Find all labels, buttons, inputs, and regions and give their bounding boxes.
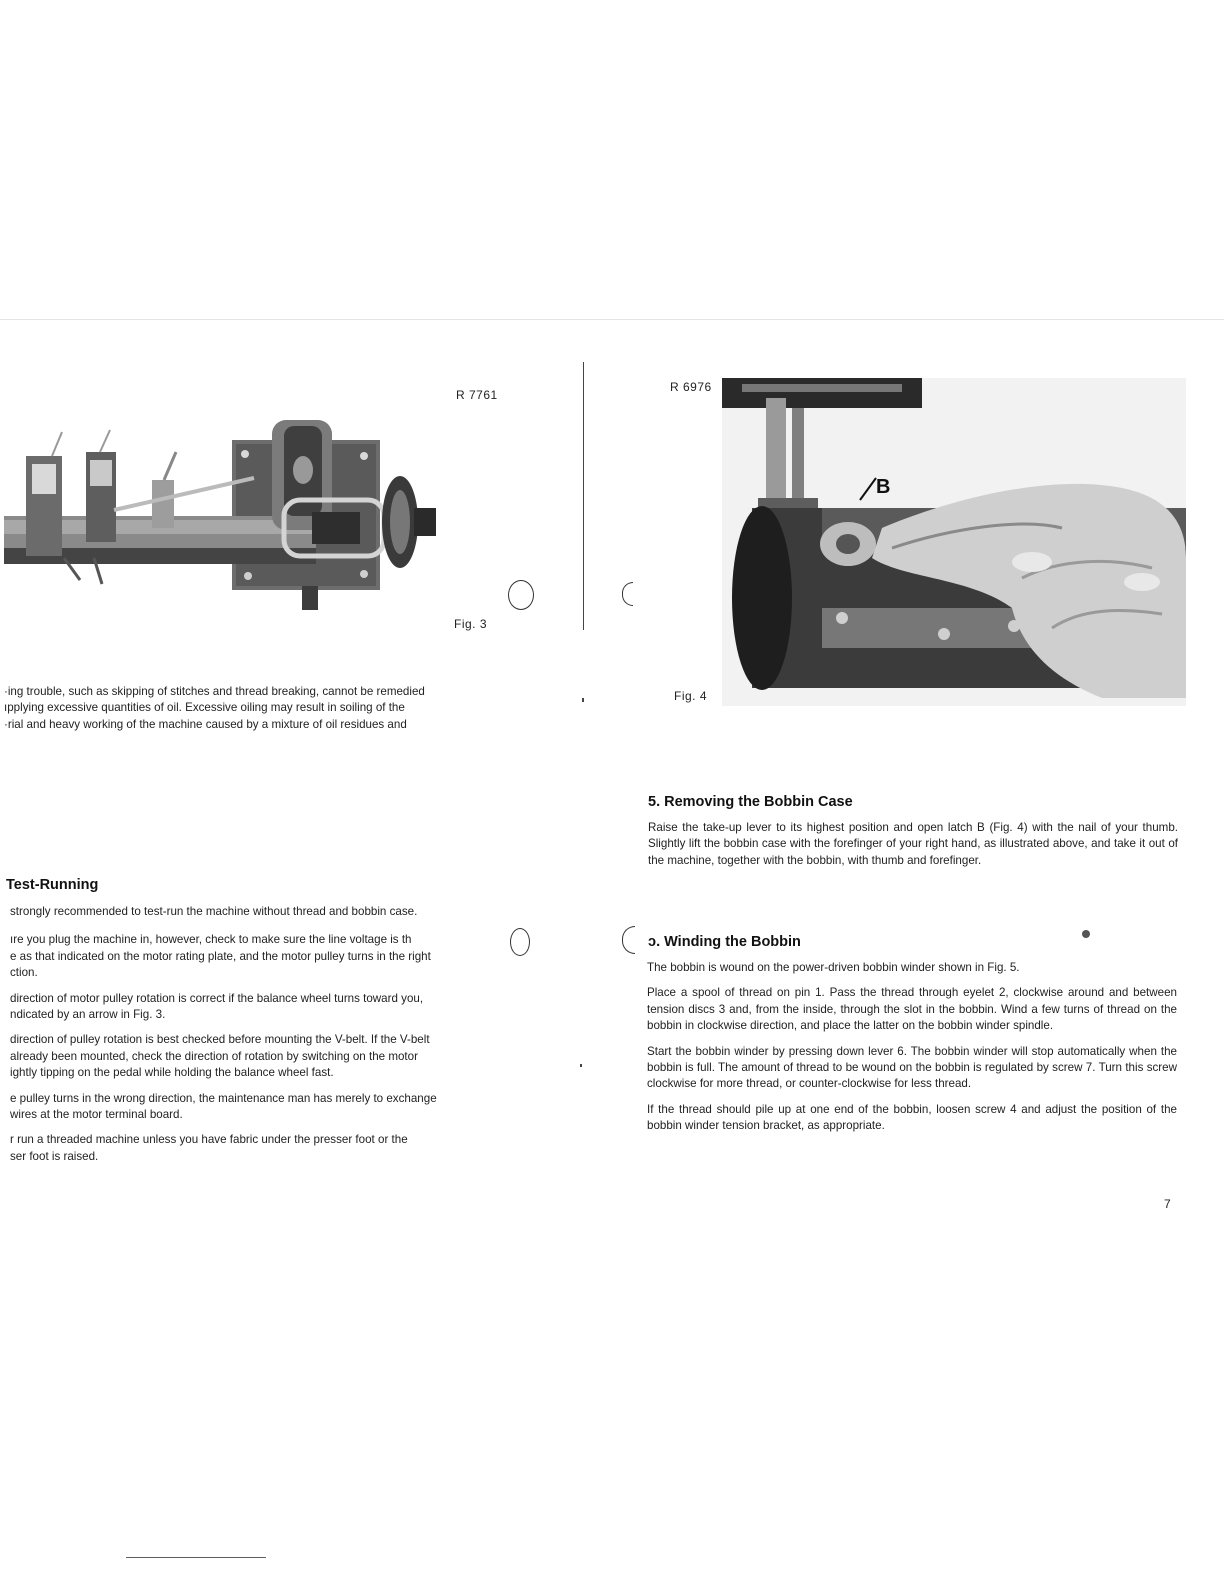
paragraph-line: ction. (10, 966, 38, 980)
page-number: 7 (1164, 1197, 1171, 1211)
paragraph-line: wires at the motor terminal board. (10, 1108, 183, 1122)
scan-edge-line (0, 319, 1224, 320)
paragraph-line: ıre you plug the machine in, however, check to make sure the line voltage is th (10, 933, 412, 947)
section5-heading: 5. Removing the Bobbin Case (648, 794, 853, 810)
fig4-latch-label: B (876, 476, 891, 498)
fig3-caption: Fig. 3 (454, 617, 488, 631)
gutter-mark (580, 1064, 582, 1067)
binder-hole-circle (510, 928, 530, 956)
center-gutter-line (583, 362, 584, 630)
paragraph-line: already been mounted, check the direction of rotation by switching on the motor (10, 1049, 418, 1063)
paragraph-line: ser foot is raised. (10, 1149, 99, 1163)
section6-body (647, 960, 1177, 1135)
fig4-reference: R 6976 (670, 380, 712, 394)
scan-speck (1082, 930, 1090, 938)
gutter-mark (582, 698, 584, 702)
paragraph: Place a spool of thread on pin 1. Pass the thread through eyelet 2, clockwise around and between tension discs 3 and, from the inside, through the slot in the bobbin. Wind a few turns of thread on the bobbin in clockwise direction, and place the latter on the bobbin winder spindle. (647, 986, 1177, 1033)
paragraph-line: ·ing trouble, such as skipping of stitches and thread breaking, cannot be remedied (4, 685, 425, 698)
paragraph-line: ightly tipping on the pedal while holding the balance wheel fast. (10, 1066, 334, 1080)
test-running-body (10, 904, 512, 1165)
scan-edge-line (126, 1557, 266, 1558)
paragraph-line: strongly recommended to test-run the machine without thread and bobbin case. (10, 905, 418, 918)
paragraph-line: e pulley turns in the wrong direction, the maintenance man has merely to exchange (10, 1091, 437, 1105)
section5-paragraph: Raise the take-up lever to its highest position and open latch B (Fig. 4) with the nail of your thumb. Slightly lift the bobbin case with the forefinger of your right hand, as illustrated above, and take it out of the machine, together with the bobbin, with thumb and forefinger. (648, 821, 1178, 867)
fig4-bobbin-photo (722, 378, 1186, 706)
binder-hole-circle (508, 580, 534, 610)
section6-heading: ɔ. Winding the Bobbin (648, 934, 801, 950)
fig3-reference: R 7761 (456, 388, 498, 402)
test-running-heading: Test-Running (6, 877, 99, 893)
fig3-machine-photo (4, 408, 444, 620)
paragraph: The bobbin is wound on the power-driven bobbin winder shown in Fig. 5. (647, 961, 1020, 974)
paragraph-line: direction of motor pulley rotation is correct if the balance wheel turns toward you, (10, 991, 424, 1005)
paragraph-line: ndicated by an arrow in Fig. 3. (10, 1008, 166, 1022)
paragraph-line: ıpplying excessive quantities of oil. Excessive oiling may result in soiling of the (4, 701, 405, 715)
paragraph: If the thread should pile up at one end of the bobbin, loosen screw 4 and adjust the position of the bobbin winder tension bracket, as appropriate. (647, 1102, 1177, 1133)
binder-hole-arc (622, 582, 633, 606)
paragraph-line: r run a threaded machine unless you have fabric under the presser foot or the (10, 1133, 408, 1147)
fig4-caption: Fig. 4 (674, 689, 708, 703)
paragraph-line: e as that indicated on the motor rating plate, and the motor pulley turns in the right (10, 949, 431, 963)
paragraph-line: direction of pulley rotation is best checked before mounting the V-belt. If the V-belt (10, 1033, 430, 1047)
binder-hole-arc (622, 926, 635, 954)
paragraph: Start the bobbin winder by pressing down lever 6. The bobbin winder will stop automatically when the bobbin is full. The amount of thread to be wound on the bobbin is regulated by screw 7. Turn this screw clockwise for more thread, or counter-clockwise for less thread. (647, 1044, 1177, 1091)
paragraph-line: ·rial and heavy working of the machine caused by a mixture of oil residues and (4, 717, 407, 731)
oil-warning-paragraph (4, 684, 514, 733)
